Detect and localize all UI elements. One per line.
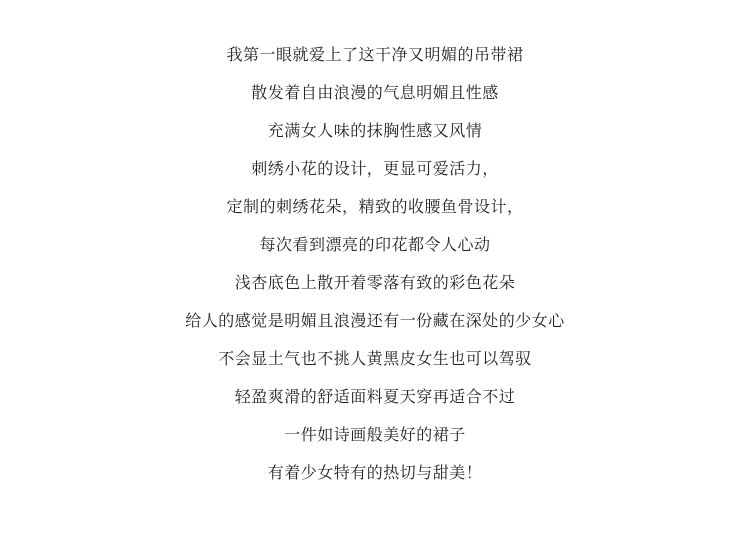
text-line: 一件如诗画般美好的裙子 (284, 425, 466, 444)
text-line: 每次看到漂亮的印花都令人心动 (259, 235, 491, 254)
text-line: 有着少女特有的热切与甜美！ (267, 463, 483, 482)
text-line: 定制的刺绣花朵，精致的收腰鱼骨设计， (226, 197, 524, 216)
text-line: 散发着自由浪漫的气息明媚且性感 (251, 83, 499, 102)
text-line: 我第一眼就爱上了这干净又明媚的吊带裙 (226, 45, 524, 64)
text-line: 轻盈爽滑的舒适面料夏天穿再适合不过 (234, 387, 516, 406)
description-text-block (0, 36, 750, 492)
text-line: 给人的感觉是明媚且浪漫还有一份藏在深处的少女心 (185, 311, 565, 330)
text-line: 浅杏底色上散开着零落有致的彩色花朵 (234, 273, 516, 292)
text-line: 刺绣小花的设计，更显可爱活力， (251, 159, 499, 178)
text-line: 充满女人味的抹胸性感又风情 (267, 121, 483, 140)
text-line: 不会显土气也不挑人黄黑皮女生也可以驾驭 (218, 349, 532, 368)
